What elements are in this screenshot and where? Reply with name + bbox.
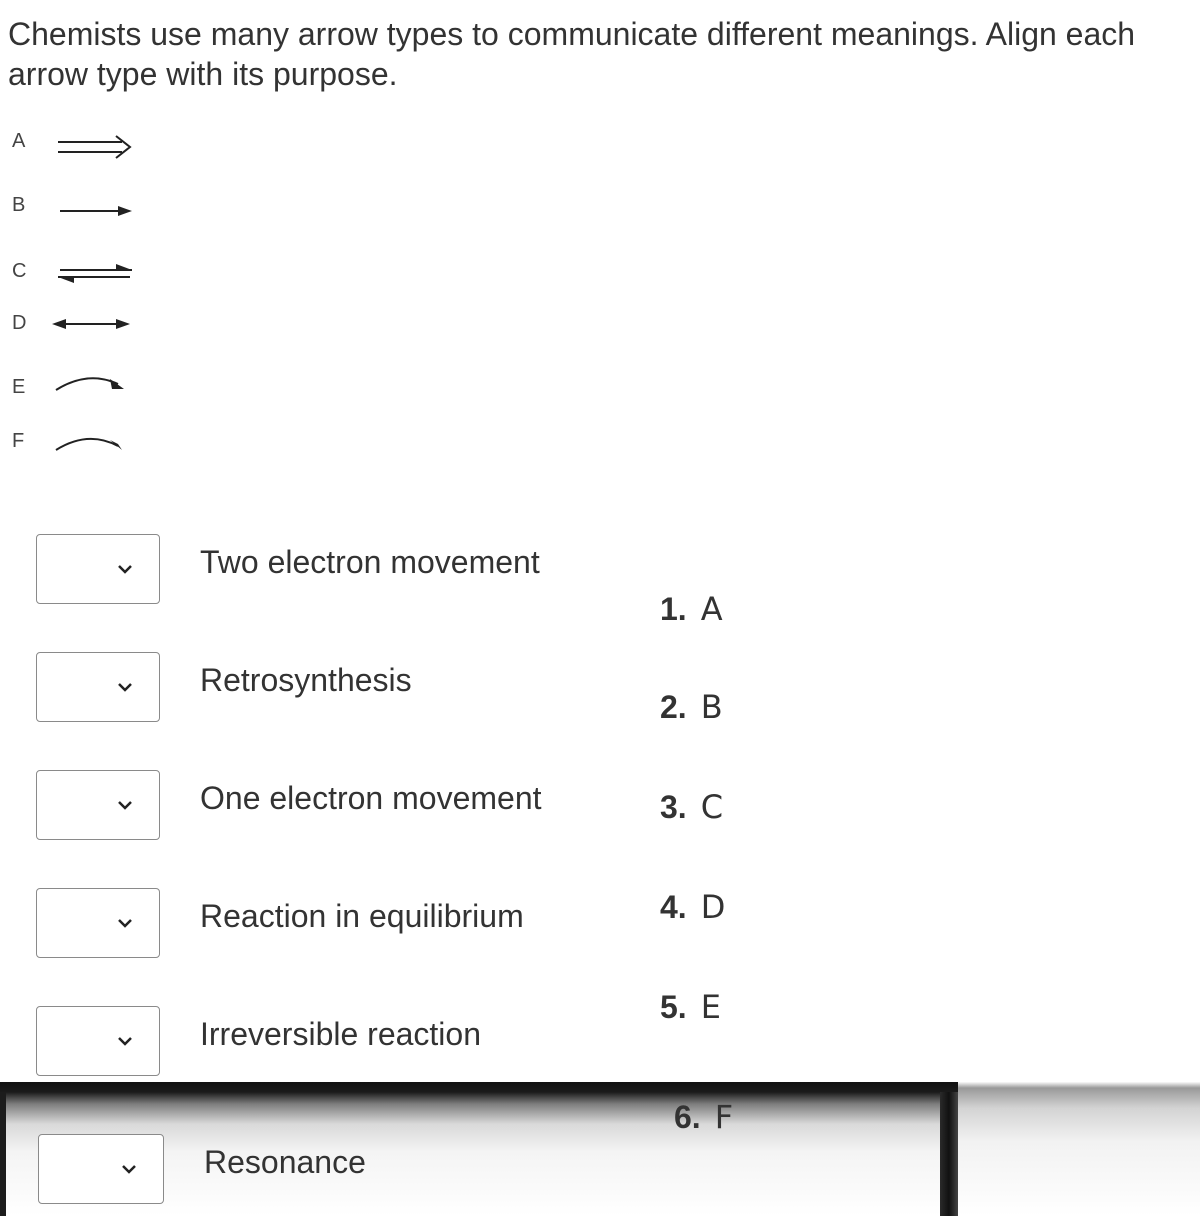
match-row	[0, 534, 620, 606]
match-row	[0, 888, 620, 960]
match-row	[0, 1006, 620, 1078]
answer-item	[660, 688, 723, 726]
answer-number: 5.	[660, 989, 687, 1025]
arrow-item-f	[0, 424, 160, 464]
answer-letter: F	[714, 1098, 734, 1136]
arrow-letter: F	[12, 430, 25, 452]
purpose-label: One electron movement	[200, 780, 542, 816]
single-arrow-icon	[52, 202, 136, 222]
answer-select[interactable]	[36, 770, 160, 840]
answer-select[interactable]	[36, 534, 160, 604]
answer-number: 3.	[660, 789, 687, 825]
answer-item	[660, 788, 723, 826]
chevron-down-icon	[117, 799, 133, 811]
double-line-arrow-icon	[52, 132, 136, 162]
answer-item	[674, 1098, 733, 1136]
answer-item	[660, 988, 721, 1026]
match-row	[0, 770, 620, 842]
answer-letter: C	[700, 788, 724, 826]
answer-letter: E	[700, 988, 721, 1026]
arrow-letter: C	[12, 260, 27, 282]
answer-select[interactable]	[36, 652, 160, 722]
arrow-item-b	[0, 190, 160, 230]
answer-item	[660, 590, 723, 628]
equilibrium-harpoons-icon	[52, 260, 136, 288]
answer-item	[660, 888, 725, 926]
answer-letter: D	[700, 888, 726, 926]
arrow-letter: A	[12, 130, 26, 152]
chevron-down-icon	[117, 917, 133, 929]
match-row	[0, 652, 620, 724]
purpose-label: Two electron movement	[200, 544, 540, 580]
match-row	[0, 1134, 620, 1206]
answer-number: 1.	[660, 591, 687, 627]
purpose-label: Irreversible reaction	[200, 1016, 481, 1052]
arrow-item-d	[0, 308, 160, 348]
arrow-letter: B	[12, 194, 26, 216]
arrow-item-c	[0, 254, 160, 294]
answer-number: 6.	[674, 1099, 701, 1135]
arrow-item-a	[0, 124, 160, 164]
answer-number: 4.	[660, 889, 687, 925]
seam-right-panel	[958, 1082, 1200, 1216]
arrow-letter: D	[12, 312, 27, 334]
chevron-down-icon	[117, 563, 133, 575]
answer-letter: A	[700, 590, 723, 628]
answer-number: 2.	[660, 689, 687, 725]
double-headed-arrow-icon	[52, 314, 136, 334]
seam-divider	[940, 1092, 958, 1216]
chevron-down-icon	[117, 681, 133, 693]
answer-letter: B	[700, 688, 723, 726]
answer-select[interactable]	[38, 1134, 164, 1204]
curved-half-head-arrow-icon	[52, 428, 136, 456]
chevron-down-icon	[117, 1035, 133, 1047]
answer-select[interactable]	[36, 1006, 160, 1076]
arrow-letter: E	[12, 376, 26, 398]
curved-full-head-arrow-icon	[52, 370, 136, 398]
purpose-label: Retrosynthesis	[200, 662, 412, 698]
chevron-down-icon	[121, 1163, 137, 1175]
purpose-label: Reaction in equilibrium	[200, 898, 524, 934]
arrow-item-e	[0, 370, 160, 410]
purpose-label: Resonance	[204, 1144, 366, 1180]
question-text: Chemists use many arrow types to communicate different meanings. Align each arrow type with its purpose.	[8, 16, 1136, 92]
answer-select[interactable]	[36, 888, 160, 958]
